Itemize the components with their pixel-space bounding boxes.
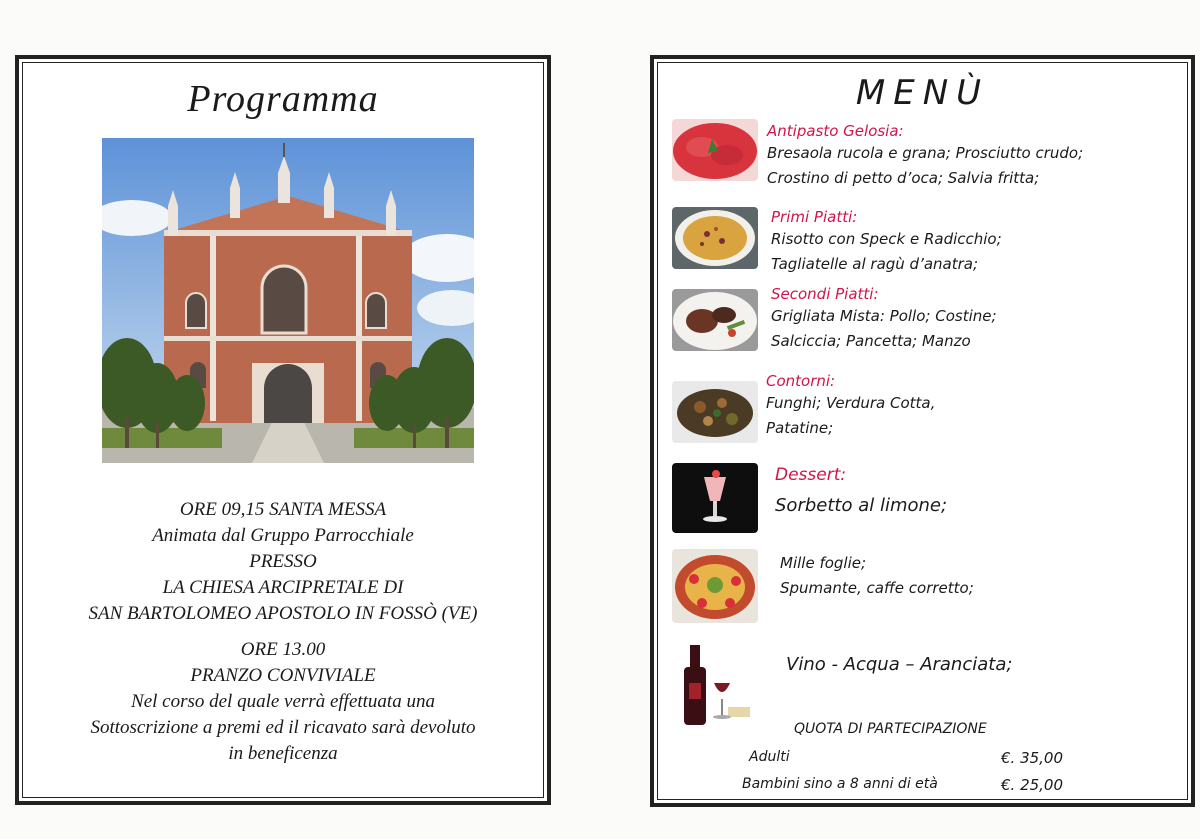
drinks-line: Vino - Acqua – Aranciata;	[786, 654, 1013, 675]
course-line: Crostino di petto d’oca; Salvia fritta;	[767, 169, 1040, 187]
course-heading: Primi Piatti:	[771, 208, 858, 226]
quota-title: QUOTA DI PARTECIPAZIONE	[794, 721, 987, 737]
course-line: Sorbetto al limone;	[775, 495, 948, 516]
bresaola-image	[672, 119, 758, 181]
quota-label-bambini: Bambini sino a 8 anni di età	[742, 776, 938, 792]
grill-image	[672, 289, 758, 351]
sorbet-image	[672, 463, 758, 533]
programma-panel	[15, 55, 551, 805]
course-line: Funghi; Verdura Cotta,	[766, 394, 936, 412]
course-secondi	[771, 284, 997, 354]
quota-price-bambini: €. 25,00	[1001, 776, 1064, 794]
church-photo	[102, 138, 474, 463]
course-primi	[771, 207, 1002, 277]
course-heading: Secondi Piatti:	[771, 285, 879, 303]
info-line: LA CHIESA ARCIPRETALE DI	[162, 577, 404, 598]
quota-price-adulti: €. 35,00	[1001, 749, 1064, 767]
risotto-image	[672, 207, 758, 269]
info-line: Nel corso del quale verrà effettuata una	[131, 691, 435, 712]
wine-image	[674, 643, 754, 727]
info-line: PRANZO CONVIVIALE	[190, 665, 376, 686]
quota-label-adulti: Adulti	[749, 749, 790, 765]
course-heading: Antipasto Gelosia:	[767, 122, 904, 140]
course-line: Salciccia; Pancetta; Manzo	[771, 332, 971, 350]
info-line: ORE 09,15 SANTA MESSA	[179, 499, 387, 520]
course-antipasto	[767, 121, 1083, 191]
course-line: Patatine;	[766, 419, 834, 437]
menu-panel	[650, 55, 1195, 807]
menu-title: MENÙ	[855, 73, 990, 113]
info-line: in beneficenza	[228, 743, 338, 764]
course-line: Grigliata Mista: Pollo; Costine;	[771, 307, 997, 325]
info-line: Sottoscrizione a premi ed il ricavato sarà devoluto	[90, 717, 476, 738]
course-dolci	[780, 551, 974, 601]
course-line: Tagliatelle al ragù d’anatra;	[771, 255, 979, 273]
info-line: SAN BARTOLOMEO APOSTOLO IN FOSSÒ (VE)	[88, 603, 478, 624]
programma-info	[19, 497, 547, 767]
course-line: Bresaola rucola e grana; Prosciutto crudo;	[767, 144, 1084, 162]
course-contorni	[766, 371, 935, 441]
vegetables-image	[672, 381, 758, 443]
course-line: Risotto con Speck e Radicchio;	[771, 230, 1002, 248]
info-line: Animata dal Gruppo Parrocchiale	[152, 525, 414, 546]
course-heading: Contorni:	[766, 372, 836, 390]
course-dessert	[775, 465, 947, 518]
programma-title: Programma	[187, 78, 379, 120]
course-line: Mille foglie;	[780, 554, 867, 572]
cake-image	[672, 549, 758, 623]
course-line: Spumante, caffe corretto;	[780, 579, 974, 597]
info-line: PRESSO	[249, 551, 317, 572]
info-line: ORE 13.00	[240, 639, 326, 660]
course-heading: Dessert:	[775, 465, 847, 485]
